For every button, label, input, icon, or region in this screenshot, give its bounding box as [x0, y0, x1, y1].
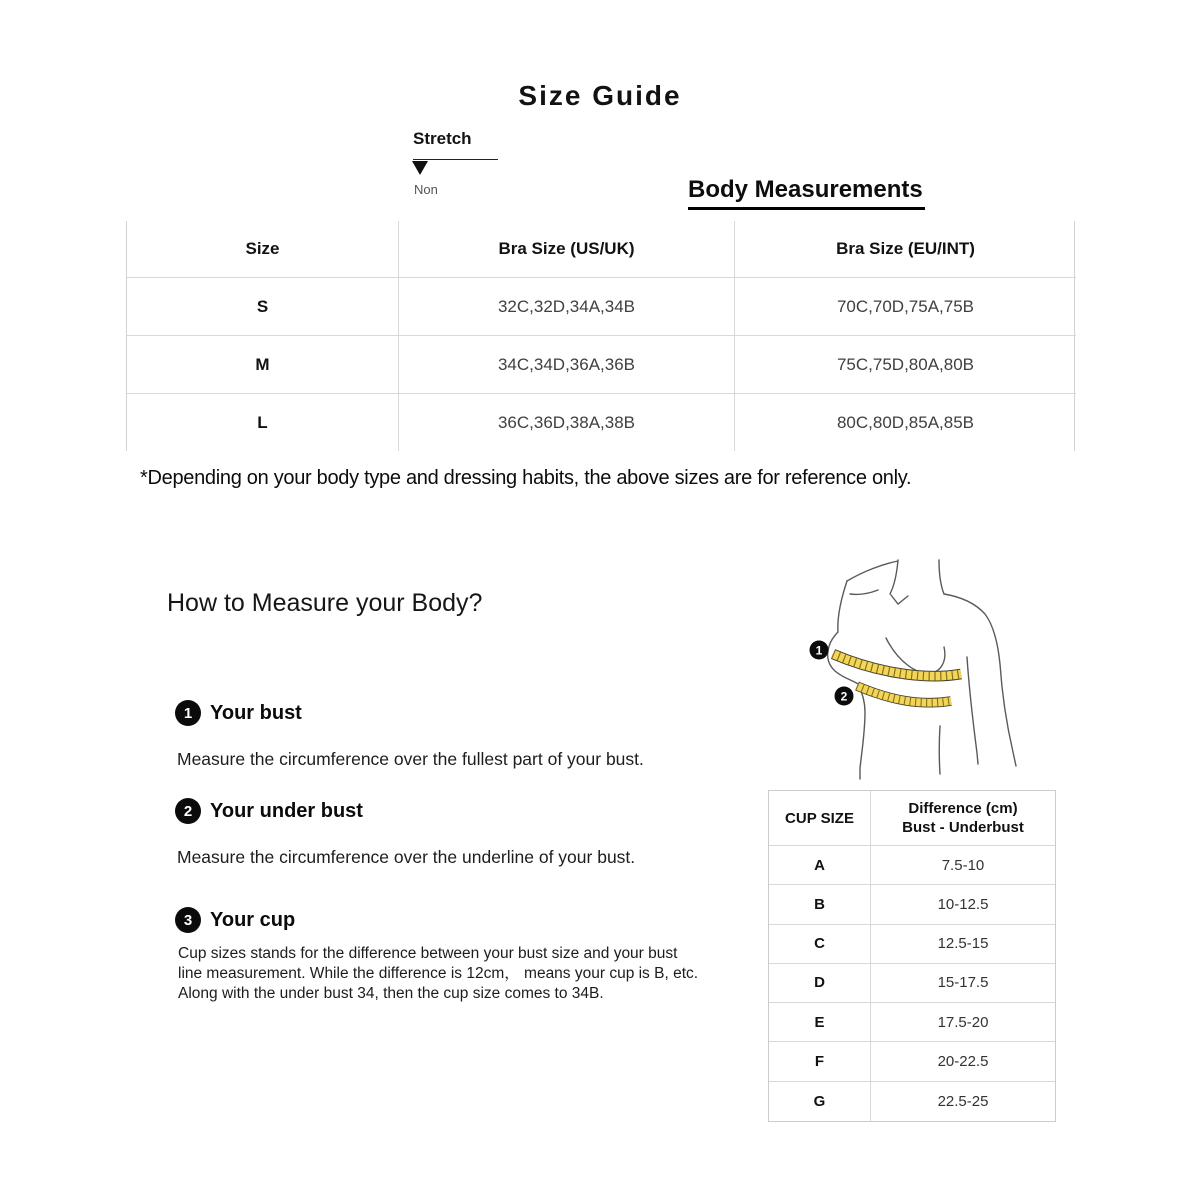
size-table-row-s-label: S [127, 278, 399, 336]
size-table-row-s-usuk: 32C,32D,34A,34B [399, 278, 735, 336]
tape-2-badge [835, 687, 854, 706]
bust-measurement-illustration [790, 550, 1050, 780]
step-your-bust [175, 700, 302, 726]
step-1-title: Your bust [210, 701, 302, 724]
size-reference-note: *Depending on your body type and dressing habits, the above sizes are for reference only. [140, 467, 912, 489]
cup-row-g-value: 22.5-25 [937, 1092, 989, 1110]
cup-table-header-cupsize: CUP SIZE [769, 791, 871, 846]
step-1-badge: 1 [175, 700, 201, 726]
size-table-row-m-euint: 75C,75D,80A,80B [735, 336, 1076, 394]
size-table-row-l-euint: 80C,80D,85A,85B [836, 412, 975, 432]
cup-row-f-value: 20-22.5 [871, 1042, 1055, 1081]
svg-text:1: 1 [815, 643, 823, 658]
stretch-label: Stretch [413, 129, 472, 148]
cup-row-a-value: 7.5-10 [871, 846, 1055, 885]
stretch-scale-line [413, 159, 498, 160]
how-to-measure-heading: How to Measure your Body? [167, 589, 483, 617]
step-3-description-line-3: Along with the under bust 34, then the cup size comes to 34B. [178, 985, 604, 1002]
size-table-header-euint: Bra Size (EU/INT) [735, 221, 1076, 278]
cup-table-header-difference-line-1: Difference (cm) [908, 800, 1018, 817]
body-measurements-heading: Body Measurements [688, 176, 925, 210]
cup-row-a-label: A [769, 846, 871, 885]
cup-table-header-difference [871, 791, 1055, 846]
step-3-description-line-2: line measurement. While the difference is 12cm， means your cup is B, etc. [178, 965, 699, 982]
stretch-value: Non [414, 182, 438, 197]
step-3-description [178, 944, 698, 1004]
size-table-header-usuk: Bra Size (US/UK) [399, 221, 735, 278]
size-table-row-s-euint: 70C,70D,75A,75B [735, 278, 1076, 336]
step-3-description-line-1: Cup sizes stands for the difference between your bust size and your bust [178, 945, 678, 962]
step-3-badge: 3 [175, 907, 201, 933]
cup-row-e-value: 17.5-20 [871, 1003, 1055, 1042]
step-your-cup [175, 907, 295, 933]
size-table-header-size: Size [127, 221, 399, 278]
svg-text:2: 2 [840, 689, 848, 704]
cup-row-b-value: 10-12.5 [871, 885, 1055, 924]
stretch-pointer-icon [412, 161, 428, 175]
size-table-row-m-label: M [127, 336, 399, 394]
size-table-row-l-label: L [127, 394, 399, 451]
tape-1-badge [810, 641, 829, 660]
cup-row-b-label: B [769, 885, 871, 924]
size-table-row-l-usuk: 36C,36D,38A,38B [399, 394, 735, 451]
cup-row-c-value: 12.5-15 [871, 925, 1055, 964]
cup-row-d-label: D [769, 964, 871, 1003]
step-2-title: Your under bust [210, 799, 363, 822]
cup-row-f-label: F [769, 1042, 871, 1081]
size-table-row-m-usuk: 34C,34D,36A,36B [399, 336, 735, 394]
step-1-description: Measure the circumference over the fullest part of your bust. [177, 749, 644, 769]
cup-row-c-label: C [769, 925, 871, 964]
underbust-tape [857, 686, 951, 703]
cup-row-g-label: G [769, 1082, 871, 1121]
cup-row-e-label: E [769, 1003, 871, 1042]
step-2-badge: 2 [175, 798, 201, 824]
step-2-description: Measure the circumference over the underline of your bust. [177, 847, 636, 867]
torso-outline [828, 560, 1016, 779]
cup-row-d-value: 15-17.5 [871, 964, 1055, 1003]
size-table [126, 221, 1075, 451]
cup-size-table [768, 790, 1056, 1122]
step-3-title: Your cup [210, 908, 296, 931]
step-your-under-bust [175, 798, 363, 824]
page-title: Size Guide [518, 80, 682, 111]
cup-table-header-difference-line-2: Bust - Underbust [902, 819, 1024, 836]
